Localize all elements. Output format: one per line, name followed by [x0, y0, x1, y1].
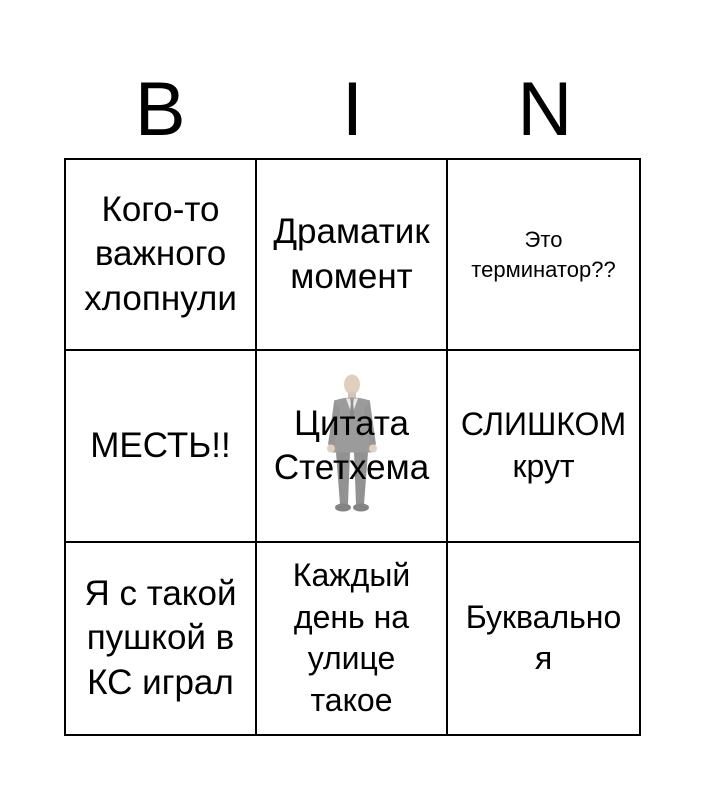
- cell-text: СЛИШКОМ крут: [460, 406, 627, 484]
- bingo-cell[interactable]: [257, 543, 448, 734]
- bingo-cell[interactable]: [448, 160, 639, 351]
- free-space-cell[interactable]: [257, 351, 448, 542]
- bingo-cell[interactable]: [66, 543, 257, 734]
- cell-text: Я с такой пушкой в КС играл: [84, 573, 237, 702]
- bingo-board: [64, 158, 641, 736]
- cell-text: Драматик момент: [273, 212, 430, 296]
- bingo-cell[interactable]: [66, 160, 257, 351]
- bingo-header: [64, 67, 641, 152]
- header-letter-n: N: [517, 67, 573, 152]
- cell-text: Цитата Стетхема: [273, 403, 430, 487]
- header-letter-i: I: [341, 67, 364, 152]
- cell-text: Кого-то важного хлопнули: [84, 190, 237, 318]
- bingo-cell[interactable]: [448, 351, 639, 542]
- cell-text: Буквально я: [465, 598, 622, 677]
- cell-text: МЕСТЬ!!: [90, 425, 231, 465]
- cell-text: Каждый день на улице такое: [292, 557, 411, 718]
- bingo-cell[interactable]: [66, 351, 257, 542]
- bingo-cell[interactable]: [257, 160, 448, 351]
- bingo-cell[interactable]: [448, 543, 639, 734]
- cell-text: Это терминатор??: [471, 226, 616, 282]
- header-letter-b: B: [134, 67, 186, 152]
